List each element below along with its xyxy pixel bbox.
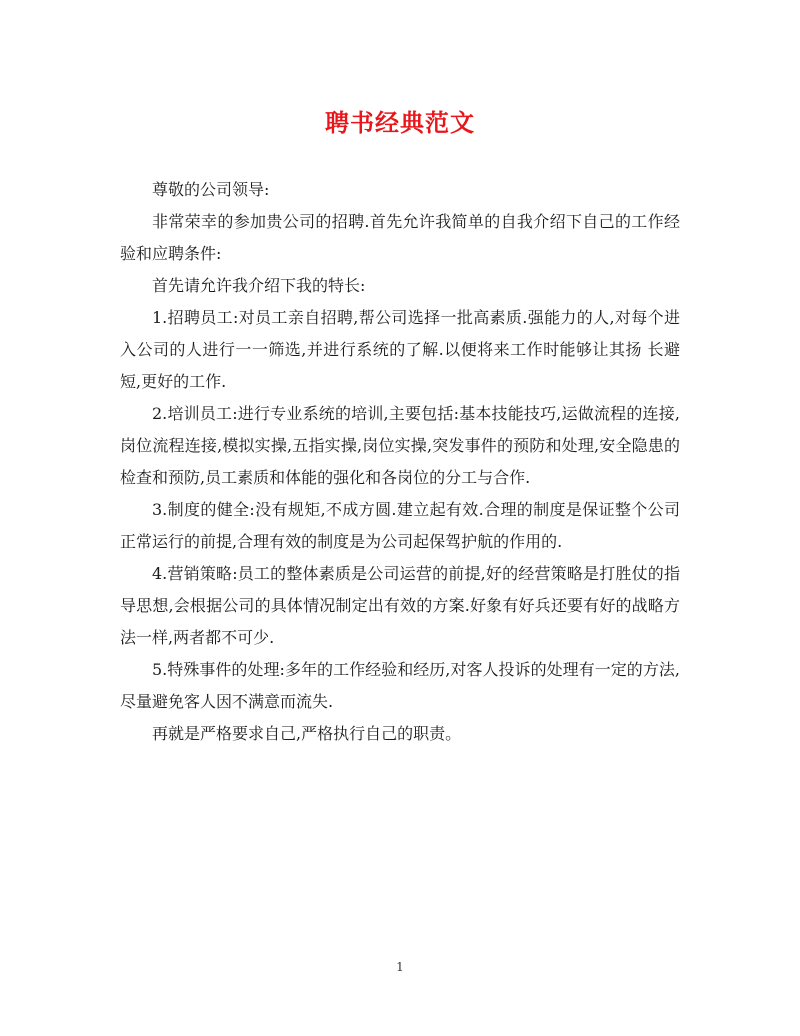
strength-item-marketing: 4.营销策略:员工的整体素质是公司运营的前提,好的经营策略是打胜仗的指导思想,会根据公司的具体情况制定出有效的方案.好象有好兵还要有好的战略方法一样,两者都不可少. xyxy=(120,564,680,647)
closing-paragraph: 再就是严格要求自己,严格执行自己的职责。 xyxy=(152,724,462,743)
strength-item-policy: 3.制度的健全:没有规矩,不成方圆.建立起有效.合理的制度是保证整个公司正常运行的前提,合理有效的制度是为公司起保驾护航的作用的. xyxy=(120,500,680,551)
document-title: 聘书经典范文 xyxy=(325,108,475,137)
strengths-intro: 首先请允许我介绍下我的特长: xyxy=(152,276,366,295)
strength-item-incidents: 5.特殊事件的处理:多年的工作经验和经历,对客人投诉的处理有一定的方法,尽量避免客人因不满意而流失. xyxy=(120,660,680,711)
document-body xyxy=(120,174,680,750)
intro-paragraph: 非常荣幸的参加贵公司的招聘.首先允许我简单的自我介绍下自己的工作经验和应聘条件: xyxy=(120,212,680,263)
page-number: 1 xyxy=(396,960,404,974)
strength-item-training: 2.培训员工:进行专业系统的培训,主要包括:基本技能技巧,运做流程的连接,岗位流程连接,模拟实操,五指实操,岗位实操,突发事件的预防和处理,安全隐患的检查和预防,员工素质和体能的强化和各岗位的分工与合作. xyxy=(120,404,680,487)
salutation: 尊敬的公司领导: xyxy=(152,180,270,199)
strength-item-recruitment: 1.招聘员工:对员工亲自招聘,帮公司选择一批高素质.强能力的人,对每个进入公司的人进行一一筛选,并进行系统的了解.以便将来工作时能够让其扬 长避短,更好的工作. xyxy=(120,308,680,391)
